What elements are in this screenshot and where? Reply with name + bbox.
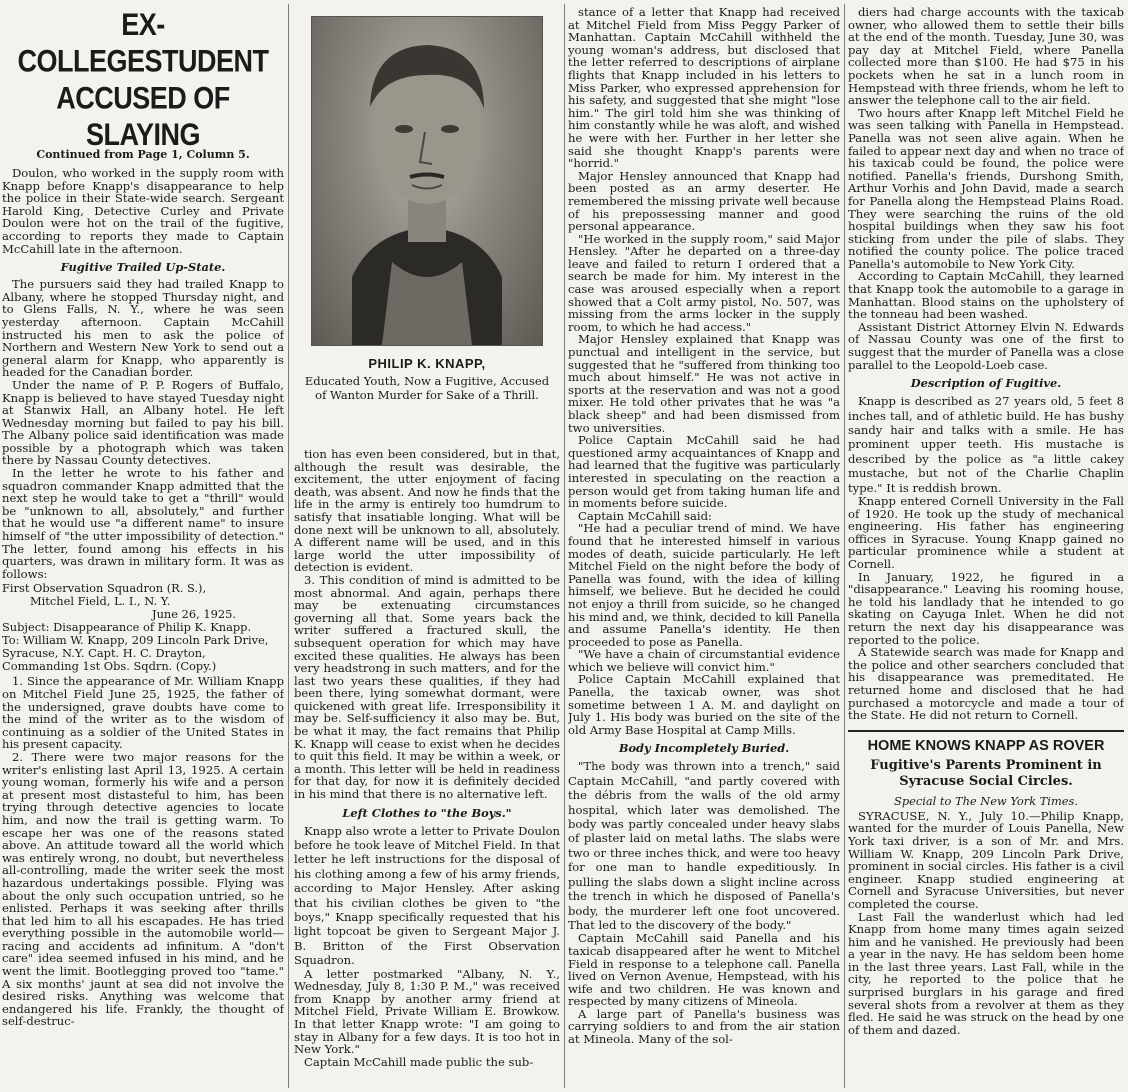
paragraph: In January, 1922, he figured in a "disappearance." Leaving his rooming house, he told his landlady that he intended to go skating on Cayuga Inlet. When he did not return the next day his disappearance was reported to the police. — [848, 569, 1124, 647]
photo-block — [294, 8, 560, 442]
paragraph: tion has even been considered, but in that, although the result was desirable, the excitement, the utter enjoyment of facing death, was absent. And now he finds that the life in the army is entirely too humdrum to satisfy that insatiable longing. What will be done next will be unknown to all, absolutely. A different name will be used, and in this large world the utter impossibility of detection is evident. — [294, 448, 560, 575]
column-4 — [848, 6, 1124, 1090]
column-3 — [568, 6, 840, 1090]
paragraph: Assistant District Attorney Elvin N. Edwards of Nassau County was one of the first to suggest that the murder of Panella was a close parallel to the Leopold-Loeb case. — [848, 319, 1124, 372]
paragraph: Major Hensley explained that Knapp was punctual and intelligent in the service, but suggested that he "suffered from thinking too much about himself." He was not active in sports at the reservation and was not a good mixer. He told other privates that he was "a black sheep" and had been dismissed from two universities. — [568, 332, 840, 435]
paragraph: diers had charge accounts with the taxicab owner, who allowed them to settle their bills at the end of the month. Tuesday, June 30, was pay day at Mitchel Field, where Panella collected more than $100. He had $75 in his pockets when he sat in a lunch room in Hempstead with three friends, whom he left to answer the telephone call to the air field. — [848, 6, 1124, 108]
paragraph: Captain McCahill said Panella and his taxicab disappeared after he went to Mitchel Field in response to a telephone call. Panella lived on Vernon Avenue, Hempstead, with his wife and two children. He was known and respected by many citizens of Mineola. — [568, 931, 840, 1009]
paragraph: "We have a chain of circumstantial evidence which we believe will convict him." — [568, 647, 840, 674]
paragraph: Captain McCahill said: — [578, 508, 712, 523]
special-dateline: Special to The New York Times. — [894, 793, 1078, 808]
column-1 — [2, 6, 284, 1090]
paragraph: Doulon, who worked in the supply room with Knapp before Knapp's disappearance to help the police in their State-wide search. Sergeant Harold King, Detective Curley and Private Doulon were hot on the trail of the fugitive, according to reports they made to Captain McCahill late in the afternoon. — [2, 166, 284, 256]
column-rule — [844, 4, 845, 1088]
paragraph: Captain McCahill made public the sub- — [304, 1054, 534, 1069]
column-rule — [564, 4, 565, 1088]
column-rule — [288, 4, 289, 1088]
paragraph: Two hours after Knapp left Mitchel Field he was seen talking with Panella in Hempstead. Panella was not seen alive again. When he failed to appear next day and when no trace of his taxicab could be found, the police were notified. Panella's friends, Durshong Smith, Arthur Vorhis and John David, made a search for Panella along the Hempstead Plains Road. They were searching the ruins of the old hospital buildings when they saw his foot sticking from under the pile of slabs. They notified the county police. The police traced Panella's automobile to New York City. — [848, 105, 1124, 271]
paragraph: "He had a peculiar trend of mind. We have found that he interested himself in various modes of death, suicide particularly. He left Mitchel Field on the night before the body of Panella was found, with the idea of killing himself, we believe. But he decided he could not enjoy a thrill from suicide, so he changed his mind and, we think, decided to kill Panella and assume Panella's identity. He then proceeded to pose as Panella. — [568, 521, 840, 649]
letter-subject: Subject: Disappearance of Philip K. Knapp. — [2, 620, 252, 635]
subheading: Fugitive Trailed Up-State. — [60, 260, 226, 275]
paragraph: According to Captain McCahill, they learned that Knapp took the automobile to a garage in Manhattan. Blood stains on the upholstery of the tonneau had been washed. — [848, 269, 1124, 322]
paragraph: The pursuers said they had trailed Knapp to Albany, where he stopped Thursday night, and to Glens Falls, N. Y., where he was seen yesterday afternoon. Captain McCahill instructed his men to ask the police of Northern and Western New York to send out a general alarm for Knapp, who apparently is headed for the Canadian border. — [2, 277, 284, 380]
continued-line: Continued from Page 1, Column 5. — [36, 148, 250, 161]
headline: EX-COLLEGESTUDENT ACCUSED OF SLAYING — [17, 7, 269, 153]
photo-caption-name: PHILIP K. KNAPP, — [368, 356, 486, 371]
paragraph: 3. This condition of mind is admitted to be most abnormal. And again, perhaps there may be extenuating circumstances governing all that. Some years back the writer suffered a fractured skull, the subsequent operation for which may have excited these qualities. He always has been very headstrong in such matters, and for the last two years these qualities, if they had been there, lying somewhat dormant, were quickened with great life. Irresponsibility it may be. Self-sufficiency it also may be. But, be what it may, the fact remains that Philip K. Knapp will cease to exist when he decides to quit this field. It may be within a week, or a month. This letter will be held in readiness for that day, for now it is definitely decided in his mind that there is no alternative left. — [294, 572, 560, 802]
letter-to: To: William W. Knapp, 209 Lincoln Park Drive, Syracuse, N.Y. Capt. H. C. Drayton, Commanding 1st Obs. Sqdrn. (Copy.) — [2, 633, 269, 674]
paragraph: SYRACUSE, N. Y., July 10.—Philip Knapp, wanted for the murder of Louis Panella, New York taxi driver, is a son of Mr. and Mrs. William W. Knapp, 209 Lincoln Park Drive, prominent in social circles. His father is a civil engineer. Knapp studied engineering at Cornell and Syracuse Universities, but never completed the course. — [848, 808, 1124, 911]
paragraph: 2. There were two major reasons for the writer's enlisting last April 13, 1925. A certain young woman, formerly his wife and a person at present most distasteful to him, has been trying through detective agencies to locate him, and now the trail is getting warm. To escape her was one of the reasons stated above. An attitude toward all the world which was entirely wrong, no doubt, but nevertheless all-controlling, made the writer seek the most hazardous undertakings possible. Flying was about the only such occupation untried, so he enlisted. Perhaps it was seeking after thrills that led him to all his escapades. He has tried everything possible in the automobile world—racing and accidents ad infinitum. A "don't care" idea seemed infused in his mind, and he went the limit. Bootlegging proved too "tame." A six months' jaunt at sea did not involve the desired risks. Anything was welcome that endangered his life. Frankly, the thought of self-destruc- — [2, 749, 284, 1029]
subheading: Description of Fugitive. — [910, 376, 1062, 391]
paragraph: Knapp entered Cornell University in the Fall of 1920. He took up the study of mechanical engineering. His father has engineering offices in Syracuse. Young Knapp gained no particular prominence while a student at Cornell. — [848, 494, 1124, 572]
paragraph: Knapp is described as 27 years old, 5 feet 8 inches tall, and of athletic build. He has bushy sandy hair and talks with a smile. He has prominent upper teeth. His mustache is described by the police as "a little cakey mustache, but not of the Charlie Chaplin type." It is reddish brown. — [848, 394, 1124, 495]
section-subheadline: Fugitive's Parents Prominent in Syracuse Social Circles. — [870, 757, 1102, 789]
portrait-illustration — [312, 17, 542, 345]
paragraph: Last Fall the wanderlust which had led Knapp from home many times again seized him and he vanished. He previously had been a year in the navy. He has seldom been home in the last three years. Last Fall, while in the city, he reported to the police that he surprised burglars in his garage and fired several shots from a revolver at them as they fled. He said he was struck on the head by one of them and dazed. — [848, 909, 1124, 1037]
paragraph: "He worked in the supply room," said Major Hensley. "After he departed on a three-day leave and failed to return I ordered that a search be made for him. My interest in the case was aroused especially when a report showed that a Colt army pistol, No. 507, was missing from the arms locker in the supply room, to which he had access." — [568, 231, 840, 334]
section-headline: HOME KNOWS KNAPP AS ROVER — [848, 730, 1124, 754]
paragraph: "The body was thrown into a trench," said Captain McCahill, "and partly covered with the débris from the walls of the old army hospital, which later was demolished. The body was partly concealed under heavy slabs of plaster laid on metal laths. The slabs were two or three inches thick, and were too heavy for one man to handle expeditiously. In pulling the slabs down a slight incline across the trench in which he disposed of Panella's body, the murderer left one foot uncovered. That led to the discovery of the body." — [568, 759, 840, 932]
paragraph: 1. Since the appearance of Mr. William Knapp on Mitchel Field June 25, 1925, the father of the undersigned, grave doubts have come to the mind of the writer as to the wisdom of continuing as a soldier of the United States in his present capacity. — [2, 674, 284, 752]
letter-date: June 26, 1925. — [152, 607, 236, 622]
paragraph: Major Hensley announced that Knapp had been posted as an army deserter. He remembered the missing private well because of his prepossessing manner and good personal appearance. — [568, 168, 840, 234]
paragraph: A letter postmarked "Albany, N. Y., Wednesday, July 8, 1:30 P. M.," was received from Knapp by another army friend at Mitchel Field, Private William E. Browkow. In that letter Knapp wrote: "I am going to stay in Albany for a few days. It is too hot in New York." — [294, 966, 560, 1057]
subheading: Body Incompletely Buried. — [618, 741, 790, 756]
paragraph: A large part of Panella's business was carrying soldiers to and from the air station at Mineola. Many of the sol- — [568, 1006, 840, 1047]
paragraph: stance of a letter that Knapp had received at Mitchel Field from Miss Peggy Parker of Manhattan. Captain McCahill withheld the young woman's address, but disclosed that the letter referred to descriptions of airplane flights that Knapp included in his letters to Miss Parker, who expressed apprehension for his safety, and suggested that she might "lose him." The girl told him she was thinking of him constantly while he was aloft, and wished he were with her. Further in her letter she said she thought Knapp's parents were "horrid." — [568, 6, 840, 171]
photo-caption: Educated Youth, Now a Fugitive, Accused of Wanton Murder for Sake of a Thrill. — [304, 374, 550, 402]
letter-line: First Observation Squadron (R. S.), — [2, 581, 207, 596]
portrait-photo — [311, 16, 543, 346]
paragraph: Under the name of P. P. Rogers of Buffalo, Knapp is believed to have stayed Tuesday night at Stanwix Hall, an Albany hotel. He left Wednesday morning but failed to pay his bill. The Albany police said identification was made possible by a photograph which was taken there by Nassau County detectives. — [2, 377, 284, 468]
paragraph: Knapp also wrote a letter to Private Doulon before he took leave of Mitchel Field. In that letter he left instructions for the disposal of his clothing among a few of his army friends, according to Major Hensley. After asking that his civilian clothes be given to "the boys," Knapp specifically requested that his light topcoat be given to Sergeant Major J. B. Britton of the First Observation Squadron. — [294, 823, 560, 968]
letter-heading — [2, 582, 284, 673]
column-2 — [294, 448, 560, 1086]
subheading: Left Clothes to "the Boys." — [342, 805, 512, 820]
letter-line: Mitchel Field, L. I., N. Y. — [30, 594, 171, 609]
paragraph: Police Captain McCahill said he had questioned army acquaintances of Knapp and had learned that the fugitive was particularly interested in speculating on the reaction a person would get from taking human life and in moments before suicide. — [568, 433, 840, 511]
paragraph: A Statewide search was made for Knapp and the police and other searchers concluded that his disappearance was premeditated. He returned home and disclosed that he had purchased a motorcycle and made a tour of the State. He did not return to Cornell. — [848, 645, 1124, 723]
paragraph: Police Captain McCahill explained that Panella, the taxicab owner, was shot sometime between 1 A. M. and daylight on July 1. His body was buried on the site of the old Army Base Hospital at Camp Mills. — [568, 672, 840, 737]
paragraph: In the letter he wrote to his father and squadron commander Knapp admitted that the next step he would take to get a "thrill" would be "unknown to all, absolutely," and further that he would use "a different name" to insure himself of "the utter impossibility of detection." The letter, found among his effects in his quarters, was drawn in military form. It was as follows: — [2, 466, 284, 581]
